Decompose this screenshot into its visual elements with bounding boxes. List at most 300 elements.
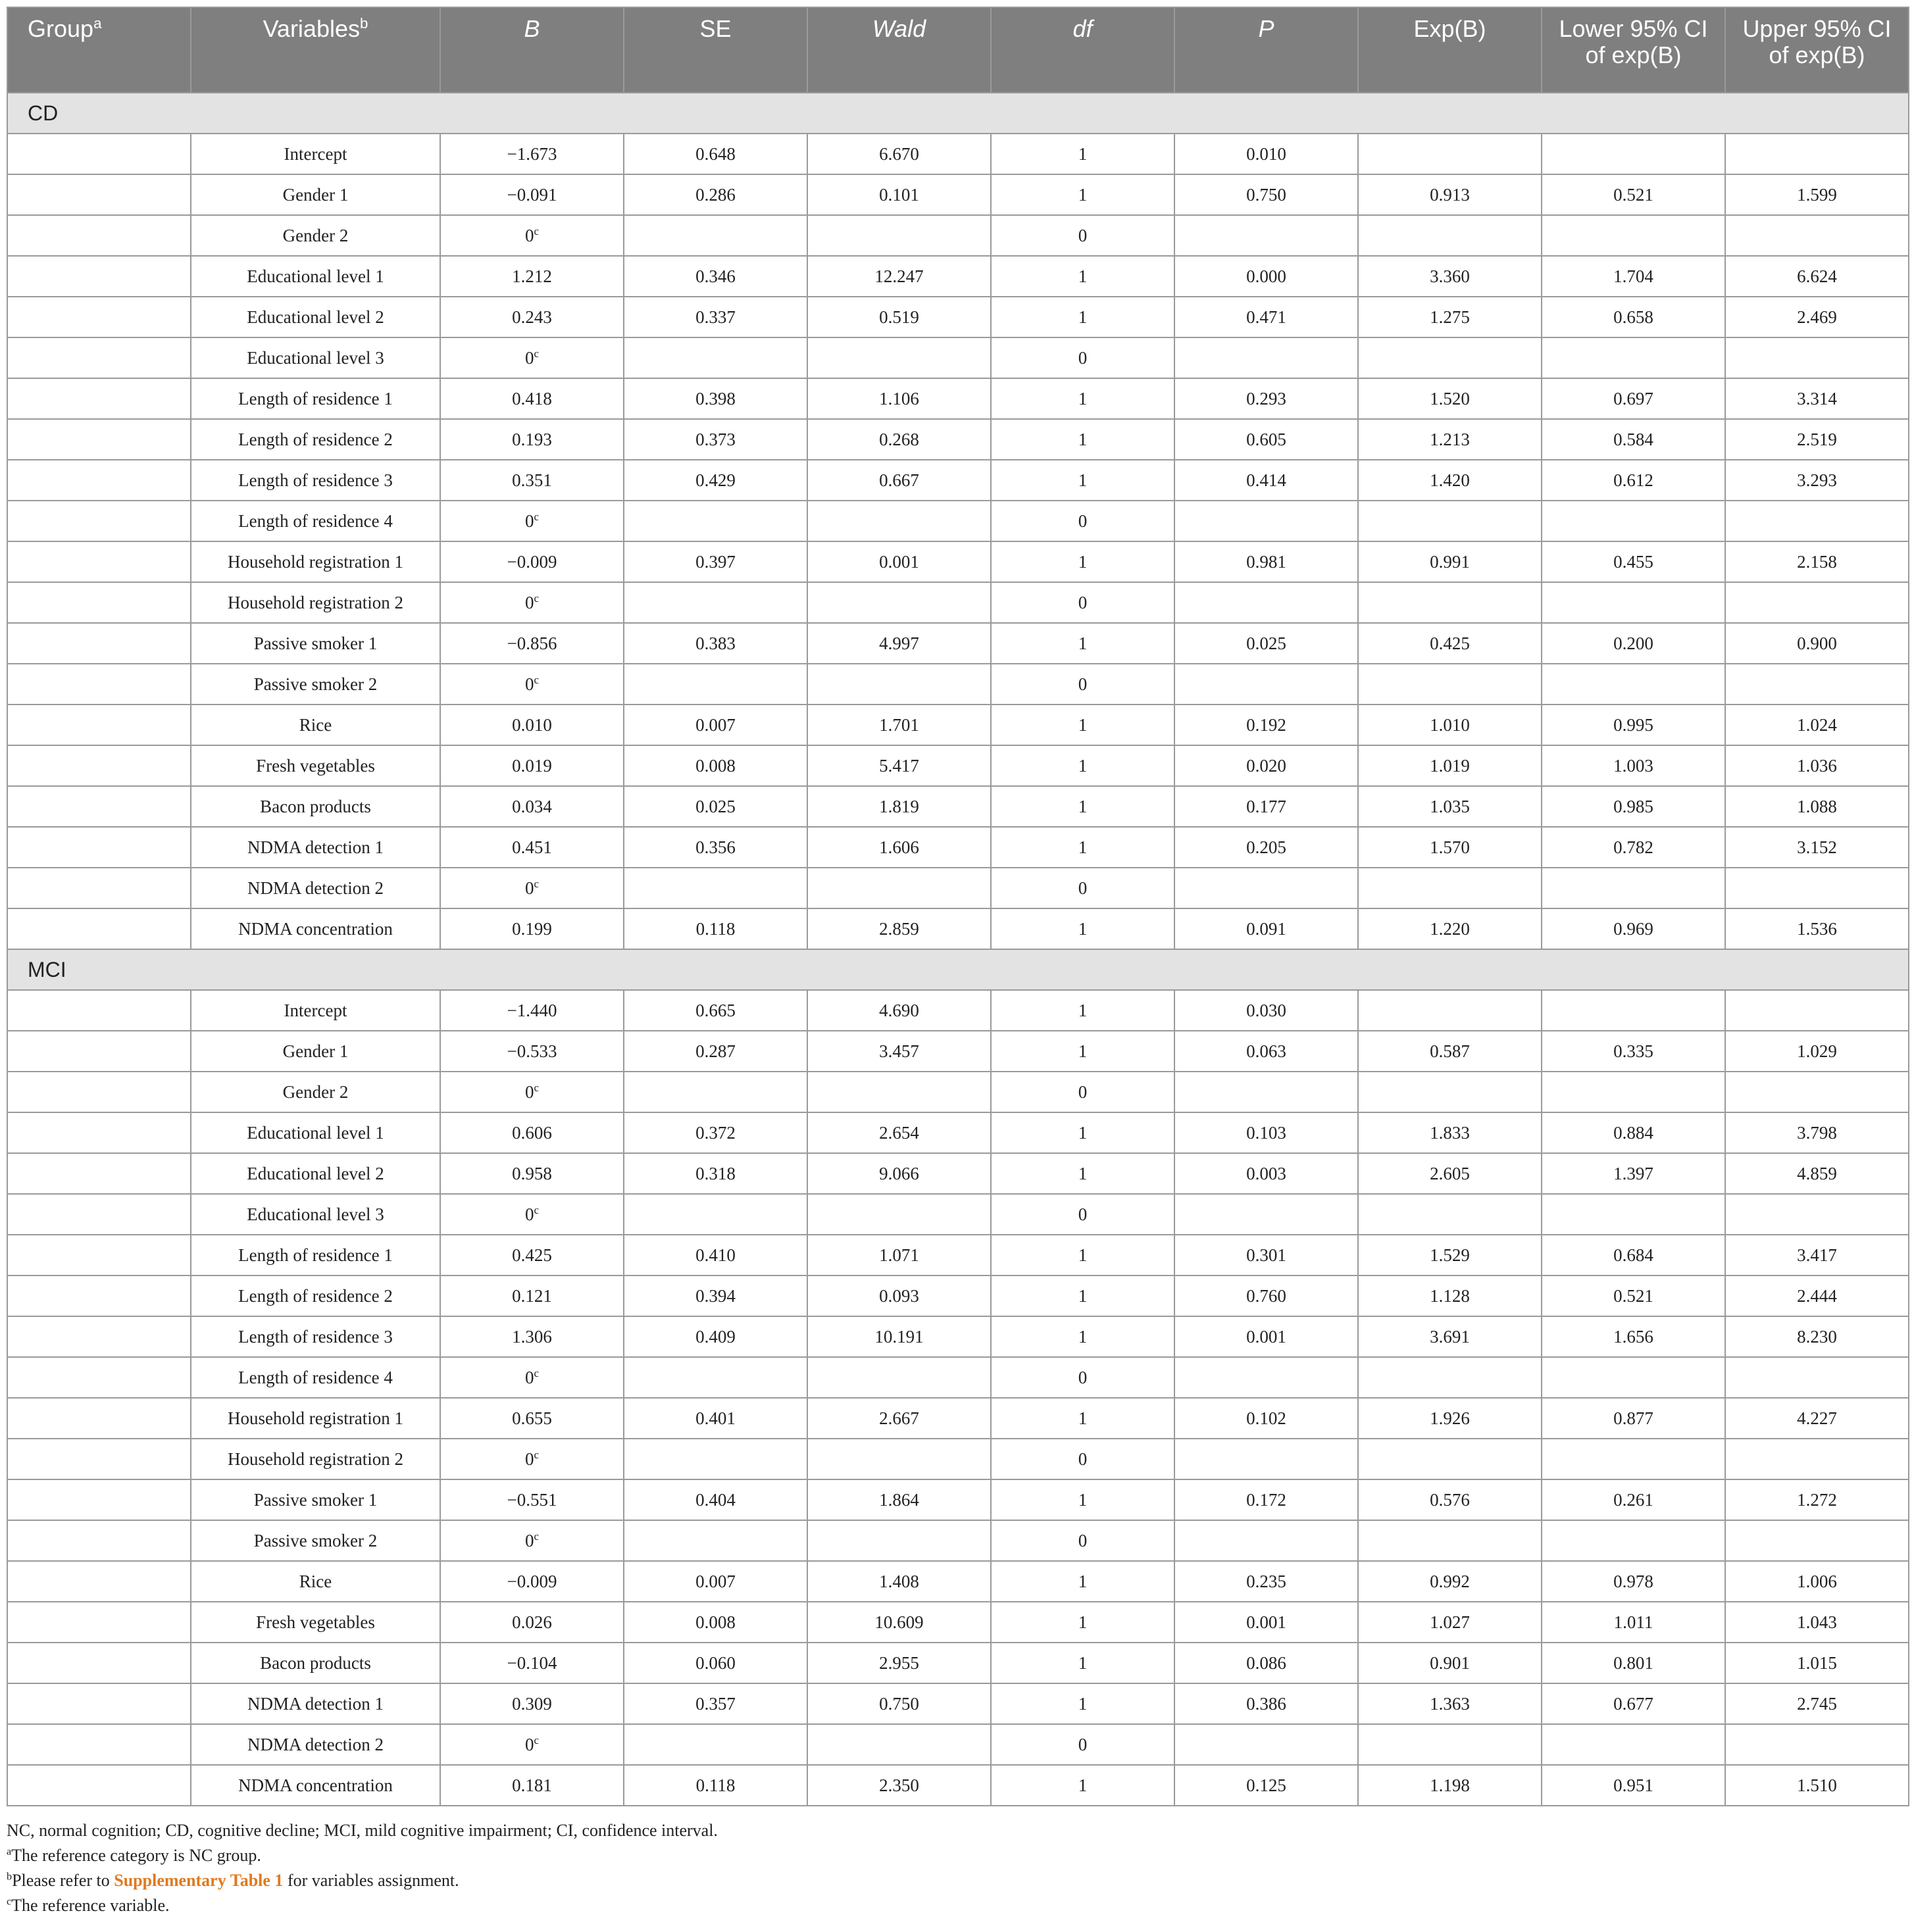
- cell-wald: 1.408: [807, 1561, 991, 1602]
- cell-expb: 1.027: [1358, 1602, 1542, 1643]
- cell-variable: Rice: [191, 705, 440, 745]
- cell-lower: [1542, 1357, 1725, 1398]
- cell-se: [624, 337, 807, 378]
- cell-upper: [1725, 337, 1909, 378]
- cell-expb: 1.529: [1358, 1235, 1542, 1276]
- cell-p: 0.125: [1174, 1765, 1358, 1806]
- cell-expb: [1358, 1724, 1542, 1765]
- cell-wald: [807, 501, 991, 541]
- cell-variable: Length of residence 3: [191, 460, 440, 501]
- cell-upper: 1.006: [1725, 1561, 1909, 1602]
- cell-expb: [1358, 1520, 1542, 1561]
- header-expb: Exp(B): [1358, 7, 1542, 93]
- group-cell: [7, 1561, 191, 1602]
- cell-wald: 1.106: [807, 378, 991, 419]
- cell-lower: 1.011: [1542, 1602, 1725, 1643]
- cell-p: 0.001: [1174, 1602, 1358, 1643]
- table-container: [7, 7, 1908, 1918]
- cell-p: 0.010: [1174, 134, 1358, 174]
- group-cell: [7, 134, 191, 174]
- cell-b: 0.425: [440, 1235, 624, 1276]
- table-row: [7, 215, 1909, 256]
- cell-df: 1: [991, 827, 1174, 868]
- cell-variable: Length of residence 1: [191, 1235, 440, 1276]
- cell-lower: 0.455: [1542, 541, 1725, 582]
- cell-variable: NDMA detection 1: [191, 827, 440, 868]
- cell-p: 0.086: [1174, 1643, 1358, 1683]
- cell-lower: 0.584: [1542, 419, 1725, 460]
- cell-se: 0.025: [624, 786, 807, 827]
- cell-variable: Rice: [191, 1561, 440, 1602]
- cell-se: 0.398: [624, 378, 807, 419]
- cell-se: [624, 1439, 807, 1479]
- cell-wald: [807, 1724, 991, 1765]
- cell-se: 0.357: [624, 1683, 807, 1724]
- cell-variable: Bacon products: [191, 786, 440, 827]
- cell-se: 0.356: [624, 827, 807, 868]
- cell-upper: 1.024: [1725, 705, 1909, 745]
- cell-p: [1174, 664, 1358, 705]
- cell-lower: 1.656: [1542, 1316, 1725, 1357]
- table-row: [7, 582, 1909, 623]
- cell-lower: 0.521: [1542, 1276, 1725, 1316]
- cell-expb: 0.901: [1358, 1643, 1542, 1683]
- cell-expb: 2.605: [1358, 1153, 1542, 1194]
- cell-se: 0.383: [624, 623, 807, 664]
- group-cell: [7, 827, 191, 868]
- cell-variable: Household registration 1: [191, 1398, 440, 1439]
- cell-variable: Length of residence 2: [191, 1276, 440, 1316]
- cell-variable: Educational level 1: [191, 256, 440, 297]
- cell-b: 0.418: [440, 378, 624, 419]
- cell-b: 0.034: [440, 786, 624, 827]
- cell-variable: Household registration 2: [191, 582, 440, 623]
- group-cell: [7, 501, 191, 541]
- cell-se: 0.648: [624, 134, 807, 174]
- cell-b: 0.181: [440, 1765, 624, 1806]
- cell-lower: 1.704: [1542, 256, 1725, 297]
- cell-upper: 2.158: [1725, 541, 1909, 582]
- cell-b: 0.019: [440, 745, 624, 786]
- group-cell: [7, 868, 191, 908]
- cell-variable: Educational level 2: [191, 1153, 440, 1194]
- group-cell: [7, 256, 191, 297]
- group-cell: [7, 1031, 191, 1072]
- cell-expb: 1.035: [1358, 786, 1542, 827]
- cell-p: 0.235: [1174, 1561, 1358, 1602]
- cell-df: 1: [991, 1153, 1174, 1194]
- cell-expb: 1.198: [1358, 1765, 1542, 1806]
- cell-p: [1174, 1194, 1358, 1235]
- group-cell: [7, 215, 191, 256]
- cell-upper: 2.519: [1725, 419, 1909, 460]
- table-row: [7, 1153, 1909, 1194]
- table-row: [7, 664, 1909, 705]
- group-cell: [7, 1072, 191, 1112]
- table-row: [7, 378, 1909, 419]
- section-label: CD: [7, 93, 1909, 134]
- cell-upper: [1725, 1357, 1909, 1398]
- cell-df: 0: [991, 1724, 1174, 1765]
- cell-lower: [1542, 1194, 1725, 1235]
- cell-variable: Gender 1: [191, 1031, 440, 1072]
- group-cell: [7, 460, 191, 501]
- cell-df: 1: [991, 1765, 1174, 1806]
- header-row: [7, 7, 1909, 93]
- cell-upper: 4.859: [1725, 1153, 1909, 1194]
- cell-se: 0.346: [624, 256, 807, 297]
- group-cell: [7, 745, 191, 786]
- cell-lower: 0.335: [1542, 1031, 1725, 1072]
- cell-df: 1: [991, 1235, 1174, 1276]
- cell-b: 0$^c$: [440, 215, 624, 256]
- group-cell: [7, 378, 191, 419]
- cell-variable: Educational level 3: [191, 1194, 440, 1235]
- cell-df: 0: [991, 215, 1174, 256]
- cell-df: 1: [991, 745, 1174, 786]
- cell-b: 1.212: [440, 256, 624, 297]
- cell-lower: 0.697: [1542, 378, 1725, 419]
- table-body: [7, 93, 1909, 1806]
- cell-se: [624, 1072, 807, 1112]
- group-cell: [7, 419, 191, 460]
- cell-upper: 1.088: [1725, 786, 1909, 827]
- cell-df: 1: [991, 1643, 1174, 1683]
- cell-b: 0.199: [440, 908, 624, 949]
- cell-expb: [1358, 664, 1542, 705]
- cell-upper: [1725, 134, 1909, 174]
- cell-b: 0$^c$: [440, 1072, 624, 1112]
- cell-se: 0.665: [624, 990, 807, 1031]
- group-cell: [7, 297, 191, 337]
- cell-p: [1174, 868, 1358, 908]
- cell-wald: 0.750: [807, 1683, 991, 1724]
- cell-df: 1: [991, 1561, 1174, 1602]
- cell-b: 0$^c$: [440, 664, 624, 705]
- group-cell: [7, 990, 191, 1031]
- cell-df: 1: [991, 1602, 1174, 1643]
- group-cell: [7, 1153, 191, 1194]
- cell-variable: Intercept: [191, 134, 440, 174]
- cell-lower: 0.261: [1542, 1479, 1725, 1520]
- cell-df: 0: [991, 501, 1174, 541]
- table-row: [7, 174, 1909, 215]
- group-cell: [7, 1276, 191, 1316]
- table-row: [7, 705, 1909, 745]
- cell-lower: 0.978: [1542, 1561, 1725, 1602]
- cell-lower: [1542, 664, 1725, 705]
- group-cell: [7, 1235, 191, 1276]
- cell-p: [1174, 582, 1358, 623]
- cell-lower: 0.951: [1542, 1765, 1725, 1806]
- cell-df: 0: [991, 1357, 1174, 1398]
- cell-upper: 2.745: [1725, 1683, 1909, 1724]
- cell-df: 1: [991, 1479, 1174, 1520]
- cell-variable: Passive smoker 2: [191, 664, 440, 705]
- cell-upper: [1725, 1439, 1909, 1479]
- table-row: [7, 134, 1909, 174]
- cell-upper: 1.043: [1725, 1602, 1909, 1643]
- cell-lower: 0.200: [1542, 623, 1725, 664]
- cell-b: 0.309: [440, 1683, 624, 1724]
- cell-upper: 0.900: [1725, 623, 1909, 664]
- cell-wald: 5.417: [807, 745, 991, 786]
- cell-b: 0$^c$: [440, 501, 624, 541]
- cell-upper: 3.314: [1725, 378, 1909, 419]
- cell-b: 0$^c$: [440, 582, 624, 623]
- cell-variable: NDMA concentration: [191, 908, 440, 949]
- cell-b: 0.121: [440, 1276, 624, 1316]
- cell-variable: Length of residence 4: [191, 501, 440, 541]
- cell-wald: 2.859: [807, 908, 991, 949]
- cell-variable: Gender 2: [191, 215, 440, 256]
- cell-lower: [1542, 1520, 1725, 1561]
- cell-wald: 1.606: [807, 827, 991, 868]
- cell-b: 0.958: [440, 1153, 624, 1194]
- cell-wald: 2.667: [807, 1398, 991, 1439]
- cell-df: 1: [991, 460, 1174, 501]
- header-wald: Wald: [807, 7, 991, 93]
- cell-p: 0.020: [1174, 745, 1358, 786]
- group-cell: [7, 337, 191, 378]
- supplementary-table-link[interactable]: Supplementary Table 1: [114, 1871, 284, 1890]
- cell-lower: [1542, 1724, 1725, 1765]
- cell-expb: 1.010: [1358, 705, 1542, 745]
- header-variables: Variables$^b$: [191, 7, 440, 93]
- cell-expb: 0.913: [1358, 174, 1542, 215]
- group-cell: [7, 1112, 191, 1153]
- cell-wald: 4.997: [807, 623, 991, 664]
- cell-wald: [807, 582, 991, 623]
- group-cell: [7, 541, 191, 582]
- cell-upper: [1725, 990, 1909, 1031]
- cell-lower: 0.782: [1542, 827, 1725, 868]
- cell-lower: [1542, 990, 1725, 1031]
- cell-expb: [1358, 215, 1542, 256]
- table-row: [7, 1561, 1909, 1602]
- table-row: [7, 1398, 1909, 1439]
- cell-lower: 0.969: [1542, 908, 1725, 949]
- table-row: [7, 786, 1909, 827]
- cell-upper: 2.444: [1725, 1276, 1909, 1316]
- cell-variable: Educational level 1: [191, 1112, 440, 1153]
- table-row: [7, 908, 1909, 949]
- cell-expb: [1358, 1072, 1542, 1112]
- cell-b: −0.091: [440, 174, 624, 215]
- group-cell: [7, 1357, 191, 1398]
- cell-se: 0.118: [624, 908, 807, 949]
- cell-se: 0.060: [624, 1643, 807, 1683]
- cell-expb: [1358, 582, 1542, 623]
- cell-upper: 1.015: [1725, 1643, 1909, 1683]
- cell-wald: 0.093: [807, 1276, 991, 1316]
- cell-b: −0.009: [440, 541, 624, 582]
- cell-se: [624, 501, 807, 541]
- cell-variable: Bacon products: [191, 1643, 440, 1683]
- cell-upper: [1725, 215, 1909, 256]
- cell-se: [624, 1357, 807, 1398]
- cell-lower: 0.677: [1542, 1683, 1725, 1724]
- table-row: [7, 745, 1909, 786]
- cell-b: 0.010: [440, 705, 624, 745]
- cell-df: 1: [991, 1398, 1174, 1439]
- cell-p: [1174, 1724, 1358, 1765]
- cell-wald: 0.268: [807, 419, 991, 460]
- cell-lower: 0.801: [1542, 1643, 1725, 1683]
- group-cell: [7, 623, 191, 664]
- cell-lower: 0.658: [1542, 297, 1725, 337]
- cell-lower: [1542, 134, 1725, 174]
- table-row: [7, 1683, 1909, 1724]
- cell-p: 0.760: [1174, 1276, 1358, 1316]
- footnote-abbreviations: NC, normal cognition; CD, cognitive decline; MCI, mild cognitive impairment; CI, confidence interval.: [7, 1821, 718, 1840]
- cell-se: [624, 868, 807, 908]
- cell-expb: 1.019: [1358, 745, 1542, 786]
- cell-wald: 1.071: [807, 1235, 991, 1276]
- cell-b: 1.306: [440, 1316, 624, 1357]
- cell-wald: [807, 337, 991, 378]
- cell-wald: 4.690: [807, 990, 991, 1031]
- table-row: [7, 1316, 1909, 1357]
- cell-variable: Household registration 2: [191, 1439, 440, 1479]
- group-cell: [7, 174, 191, 215]
- cell-expb: 1.570: [1358, 827, 1542, 868]
- cell-b: −0.856: [440, 623, 624, 664]
- table-row: [7, 1072, 1909, 1112]
- cell-expb: 0.992: [1358, 1561, 1542, 1602]
- cell-expb: 0.587: [1358, 1031, 1542, 1072]
- group-cell: [7, 1643, 191, 1683]
- cell-se: 0.008: [624, 1602, 807, 1643]
- cell-df: 1: [991, 134, 1174, 174]
- cell-lower: [1542, 1439, 1725, 1479]
- cell-se: 0.394: [624, 1276, 807, 1316]
- cell-p: 0.605: [1174, 419, 1358, 460]
- cell-expb: [1358, 134, 1542, 174]
- cell-b: 0.451: [440, 827, 624, 868]
- group-cell: [7, 1316, 191, 1357]
- cell-upper: [1725, 582, 1909, 623]
- table-row: [7, 501, 1909, 541]
- cell-expb: [1358, 337, 1542, 378]
- cell-variable: Intercept: [191, 990, 440, 1031]
- cell-lower: [1542, 337, 1725, 378]
- cell-variable: NDMA detection 2: [191, 868, 440, 908]
- cell-p: 0.172: [1174, 1479, 1358, 1520]
- cell-wald: 0.667: [807, 460, 991, 501]
- cell-p: 0.471: [1174, 297, 1358, 337]
- cell-p: [1174, 215, 1358, 256]
- group-cell: [7, 1765, 191, 1806]
- table-row: [7, 1031, 1909, 1072]
- cell-variable: Passive smoker 1: [191, 1479, 440, 1520]
- cell-upper: 8.230: [1725, 1316, 1909, 1357]
- cell-p: 0.301: [1174, 1235, 1358, 1276]
- cell-expb: 0.425: [1358, 623, 1542, 664]
- cell-lower: 0.884: [1542, 1112, 1725, 1153]
- table-row: [7, 256, 1909, 297]
- cell-lower: 0.995: [1542, 705, 1725, 745]
- cell-df: 1: [991, 786, 1174, 827]
- cell-b: −0.533: [440, 1031, 624, 1072]
- cell-variable: Fresh vegetables: [191, 745, 440, 786]
- cell-wald: [807, 215, 991, 256]
- cell-upper: 1.029: [1725, 1031, 1909, 1072]
- group-cell: [7, 1520, 191, 1561]
- group-cell: [7, 582, 191, 623]
- cell-variable: Passive smoker 1: [191, 623, 440, 664]
- cell-wald: 3.457: [807, 1031, 991, 1072]
- table-row: [7, 1602, 1909, 1643]
- cell-lower: [1542, 501, 1725, 541]
- cell-variable: NDMA detection 2: [191, 1724, 440, 1765]
- cell-upper: 3.417: [1725, 1235, 1909, 1276]
- cell-p: 0.192: [1174, 705, 1358, 745]
- header-upper-ci: Upper 95% CI of exp(B): [1725, 7, 1909, 93]
- group-cell: [7, 1602, 191, 1643]
- cell-p: [1174, 1357, 1358, 1398]
- table-row: [7, 990, 1909, 1031]
- cell-p: 0.414: [1174, 460, 1358, 501]
- cell-wald: [807, 1357, 991, 1398]
- cell-b: 0$^c$: [440, 1439, 624, 1479]
- cell-p: 0.750: [1174, 174, 1358, 215]
- cell-se: [624, 664, 807, 705]
- table-row: [7, 868, 1909, 908]
- cell-se: 0.372: [624, 1112, 807, 1153]
- cell-upper: [1725, 868, 1909, 908]
- cell-se: 0.287: [624, 1031, 807, 1072]
- cell-df: 1: [991, 541, 1174, 582]
- table-row: [7, 827, 1909, 868]
- cell-lower: 0.612: [1542, 460, 1725, 501]
- cell-df: 1: [991, 1683, 1174, 1724]
- cell-se: [624, 582, 807, 623]
- cell-expb: 1.833: [1358, 1112, 1542, 1153]
- cell-p: 0.000: [1174, 256, 1358, 297]
- cell-wald: 10.609: [807, 1602, 991, 1643]
- footnotes: [7, 1818, 1908, 1918]
- cell-lower: [1542, 215, 1725, 256]
- section-row: [7, 949, 1909, 990]
- cell-wald: 0.001: [807, 541, 991, 582]
- table-row: [7, 1643, 1909, 1683]
- cell-se: 0.410: [624, 1235, 807, 1276]
- cell-df: 1: [991, 419, 1174, 460]
- table-row: [7, 337, 1909, 378]
- cell-df: 1: [991, 705, 1174, 745]
- group-cell: [7, 1194, 191, 1235]
- cell-wald: [807, 664, 991, 705]
- cell-b: 0.243: [440, 297, 624, 337]
- cell-upper: [1725, 1724, 1909, 1765]
- cell-se: 0.373: [624, 419, 807, 460]
- cell-upper: 1.536: [1725, 908, 1909, 949]
- cell-wald: 1.819: [807, 786, 991, 827]
- group-cell: [7, 1398, 191, 1439]
- cell-p: 0.293: [1174, 378, 1358, 419]
- cell-b: 0$^c$: [440, 337, 624, 378]
- group-cell: [7, 786, 191, 827]
- cell-df: 0: [991, 664, 1174, 705]
- cell-upper: [1725, 501, 1909, 541]
- group-cell: [7, 705, 191, 745]
- cell-expb: [1358, 501, 1542, 541]
- cell-wald: 9.066: [807, 1153, 991, 1194]
- cell-b: 0$^c$: [440, 1194, 624, 1235]
- cell-expb: [1358, 868, 1542, 908]
- cell-upper: 2.469: [1725, 297, 1909, 337]
